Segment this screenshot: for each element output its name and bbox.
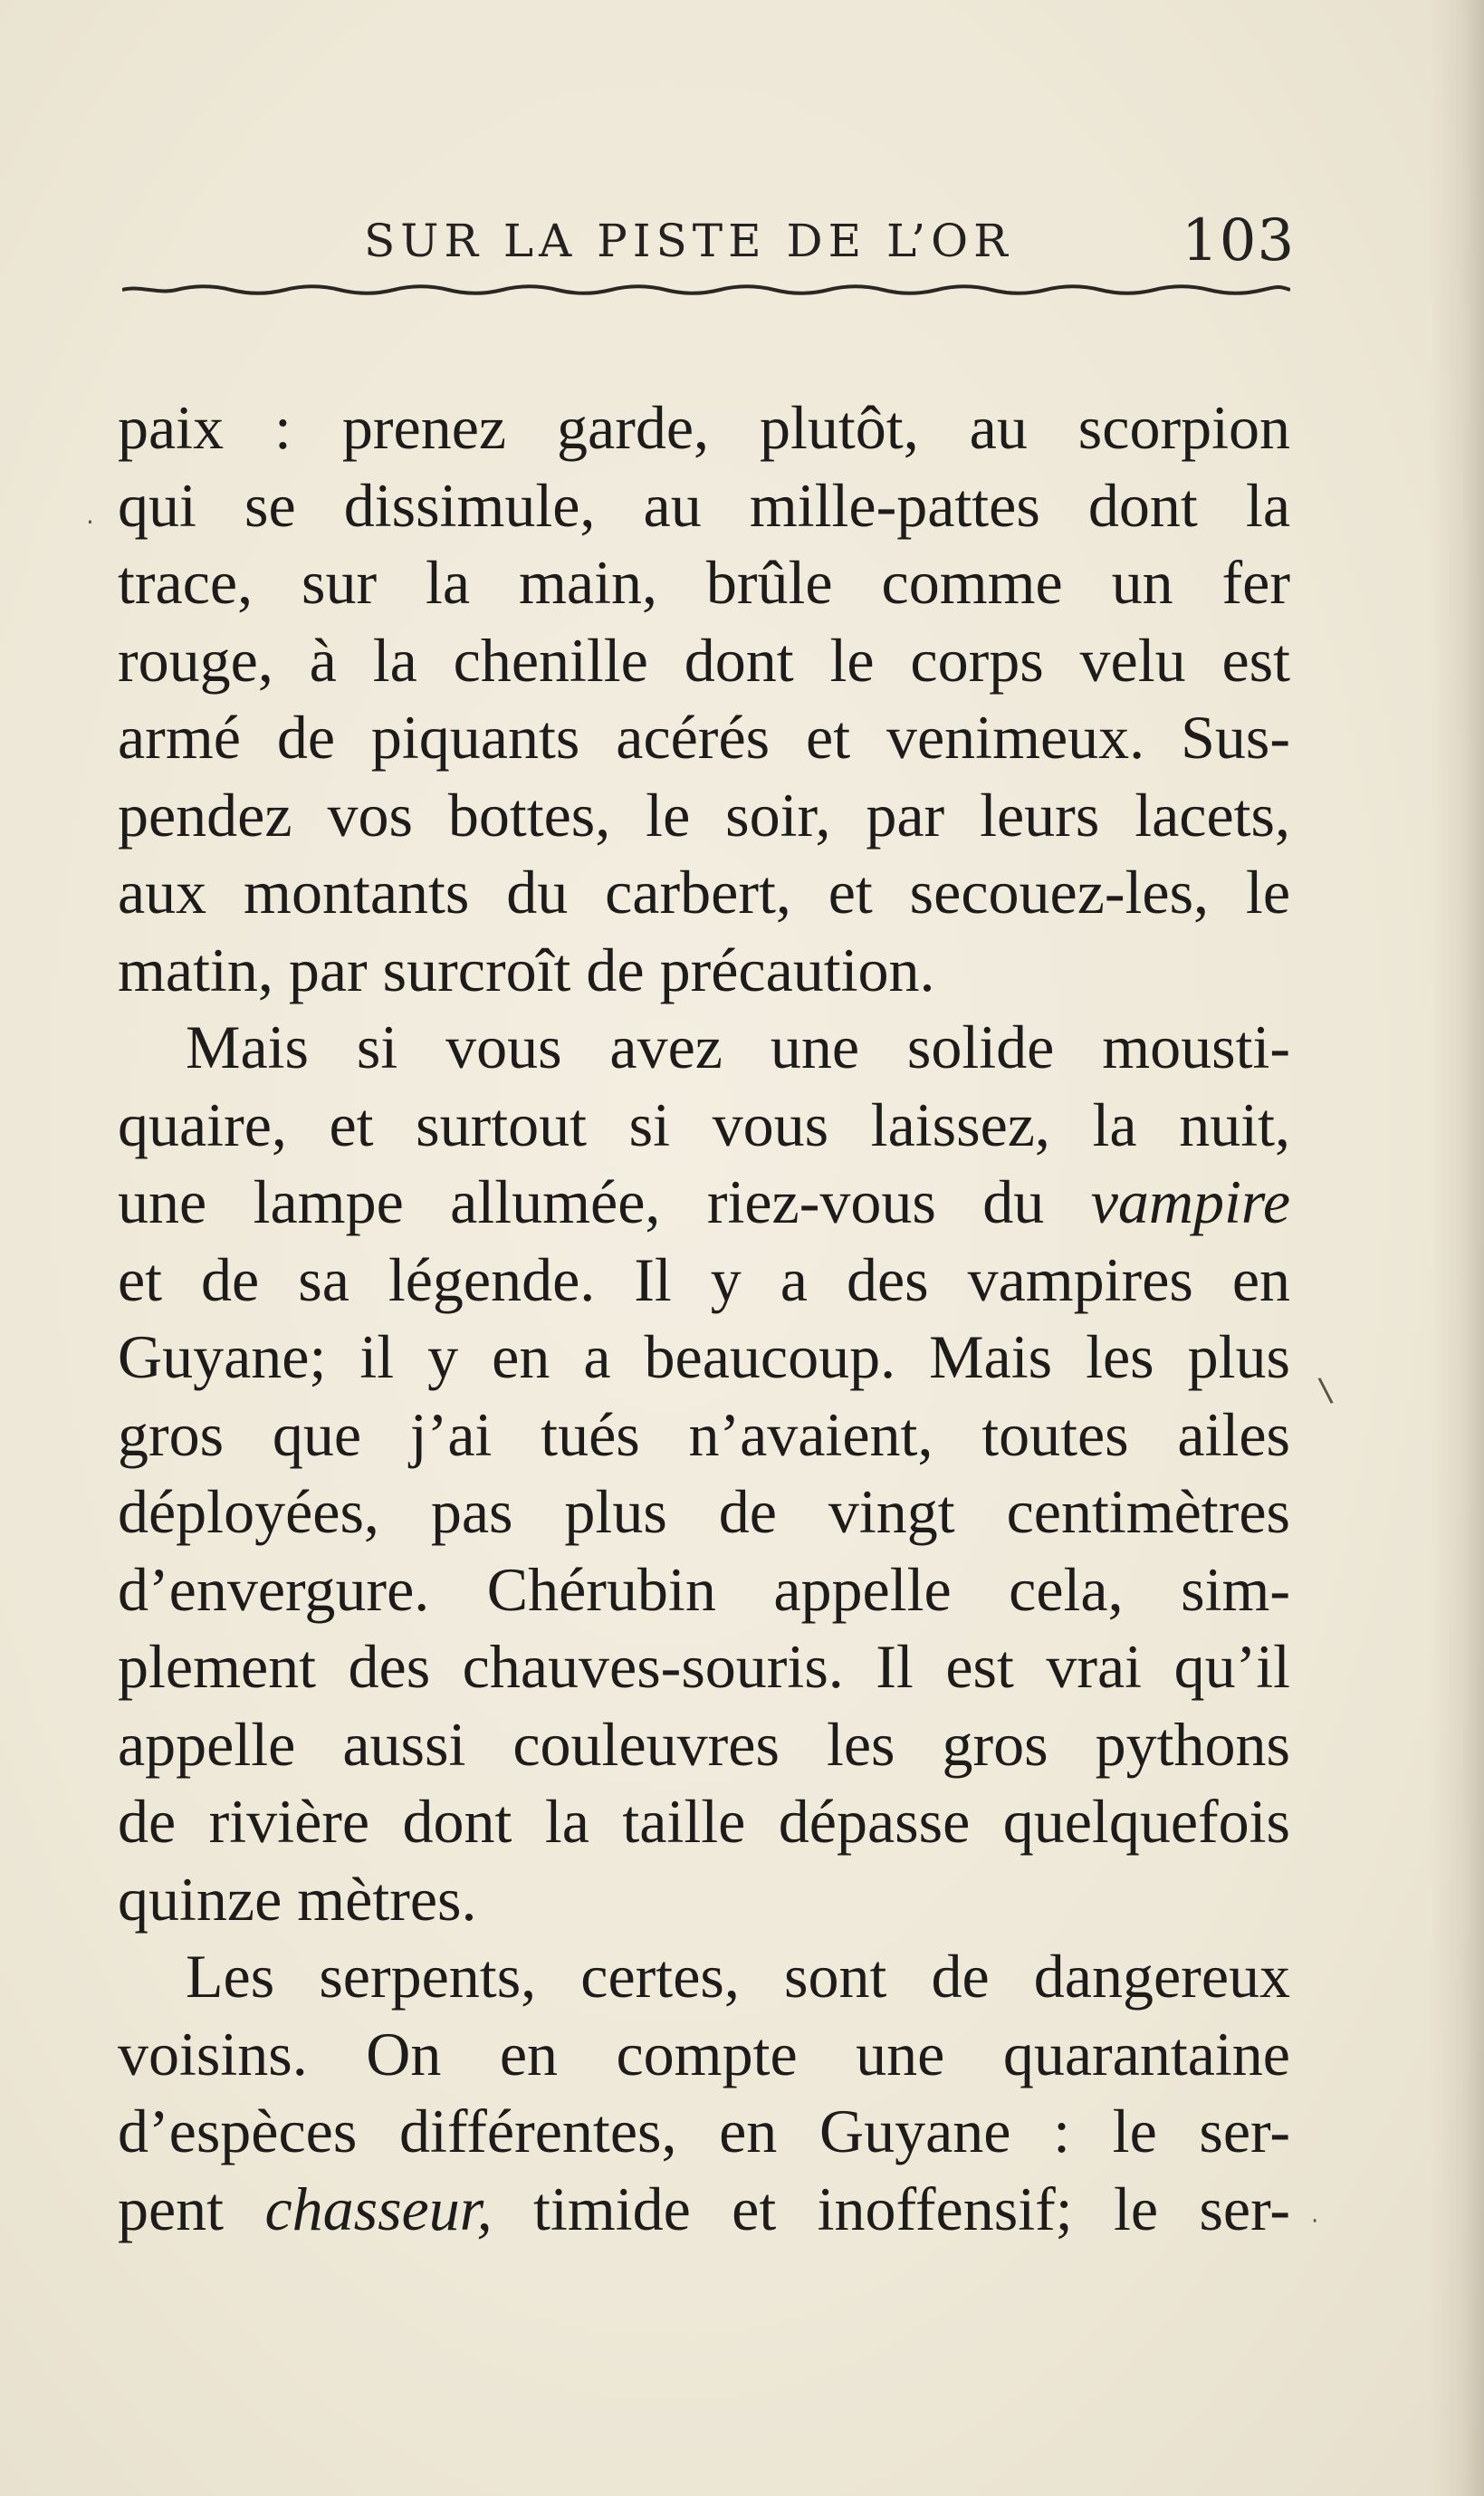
text-segment: pent: [118, 2174, 225, 2243]
body-text: [118, 389, 1290, 2248]
text-line: déployées, pas plus de vingt centimètres: [118, 1477, 1290, 1546]
text-line: trace, sur la main, brûle comme un fer: [118, 548, 1290, 617]
running-header: [118, 204, 1296, 276]
text-line: [118, 2171, 1290, 2249]
text-line: matin, par surcroît de précaution.: [118, 935, 935, 1004]
italic-word: chasseur,: [264, 2174, 493, 2243]
text-line: voisins. On en compte une quarantaine: [118, 2019, 1290, 2088]
text-line: paix : prenez garde, plutôt, au scorpion: [118, 393, 1290, 462]
text-line: rouge, à la chenille dont le corps velu est: [118, 625, 1290, 695]
stray-mark-dot: ·: [86, 507, 94, 537]
text-line: quaire, et surtout si vous laissez, la nuit,: [118, 1090, 1290, 1159]
text-segment: une lampe allumée, riez-vous du: [118, 1167, 1045, 1236]
text-line: qui se dissimule, au mille-pattes dont la: [118, 470, 1290, 540]
text-line: Guyane; il y en a beaucoup. Mais les plus: [118, 1322, 1290, 1391]
page-edge-shadow: [1430, 0, 1484, 2496]
text-line: gros que j’ai tués n’avaient, toutes ailes: [118, 1399, 1290, 1469]
text-line: quinze mètres.: [118, 1864, 477, 1934]
text-line: pendez vos bottes, le soir, par leurs lacets,: [118, 780, 1290, 850]
text-line: d’espèces différentes, en Guyane : le ser-: [118, 2097, 1290, 2165]
running-title: SUR LA PISTE DE L’OR: [364, 215, 1013, 267]
stray-mark-dot-2: ·: [1311, 2208, 1319, 2235]
text-line: plement des chauves-souris. Il est vrai qu’il: [118, 1632, 1290, 1701]
text-line: et de sa légende. Il y a des vampires en: [118, 1244, 1290, 1314]
italic-word: vampire: [1090, 1167, 1291, 1236]
text-line: d’envergure. Chérubin appelle cela, sim-: [118, 1554, 1290, 1624]
text-line: aux montants du carbert, et secouez-les, le: [118, 858, 1290, 926]
text-line: armé de piquants acérés et venimeux. Sus-: [118, 703, 1290, 772]
header-rule: [122, 283, 1290, 296]
stray-mark-slash: \: [1316, 1371, 1335, 1410]
text-line: [118, 1164, 1290, 1242]
text-line: Les serpents, certes, sont de dangereux: [186, 1942, 1290, 2011]
page-number: 103: [1182, 207, 1296, 274]
text-line: Mais si vous avez une solide mousti-: [186, 1013, 1290, 1081]
text-line: de rivière dont la taille dépasse quelquefois: [118, 1787, 1290, 1856]
text-segment: timide et inoffensif; le ser-: [533, 2174, 1291, 2243]
text-line: appelle aussi couleuvres les gros pythons: [118, 1709, 1290, 1779]
